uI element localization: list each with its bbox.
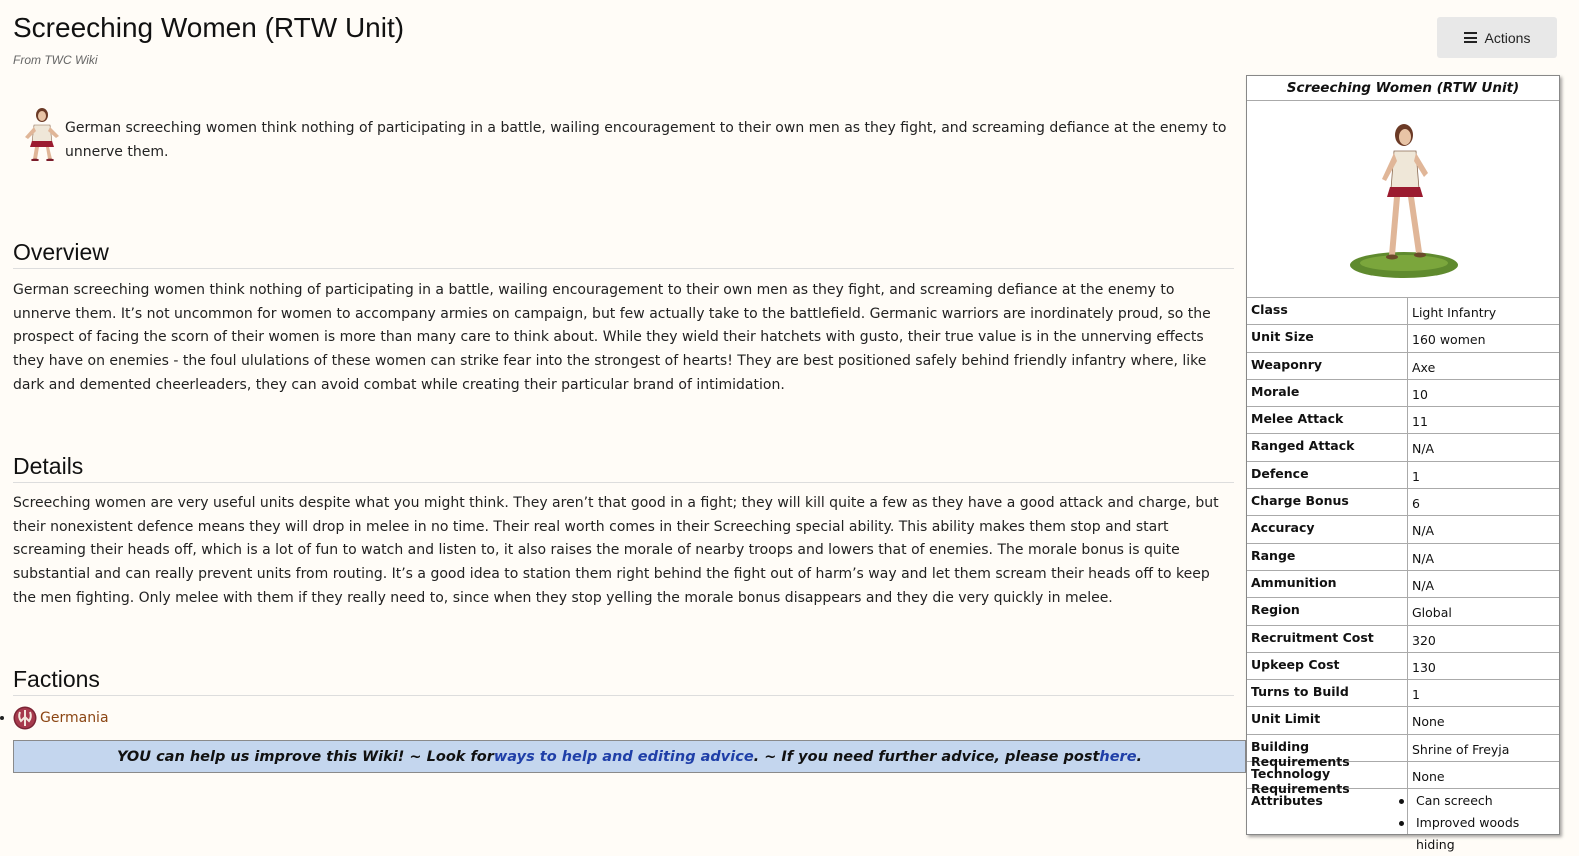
infobox-label: Attributes: [1247, 789, 1408, 834]
infobox-label: Technology Requirements: [1247, 762, 1408, 788]
infobox-label: Class: [1247, 298, 1408, 324]
infobox-row: [1247, 626, 1559, 653]
infobox-value: 130: [1412, 659, 1436, 675]
details-text: Screeching women are very useful units despite what you might think. They aren’t that good in a fight; they will kill quite a few as they have a good attack and charge, but their nonexistent defence means they will drop in melee in no time. Their real worth comes in their Screeching special ability. This ability makes them stop and start screaming their heads off, which is a lot of fun to watch and listen to, it also raises the morale of nearby troops and lowers that of enemies. The morale bonus is quite substantial and can really prevent units from routing. It’s a good idea to station them right behind the fight out of harm’s way and let them scream their heads off to keep the men fighting. Only melee with them if they really need to, since when they stop yelling the morale bonus disappears and they die very quickly in melee.: [13, 495, 1219, 606]
infobox-label: Recruitment Cost: [1247, 626, 1408, 652]
infobox-label: Building Requirements: [1247, 735, 1408, 761]
unit-figure: [1344, 115, 1464, 285]
infobox-row: [1247, 407, 1559, 434]
banner-text-2: . ~ If you need further advice, please post: [753, 748, 1100, 765]
unit-image[interactable]: [1247, 101, 1559, 298]
infobox-value: None: [1412, 714, 1445, 730]
infobox-label: Region: [1247, 598, 1408, 624]
germania-faction-icon[interactable]: [13, 706, 37, 730]
infobox-label: Melee Attack: [1247, 407, 1408, 433]
infobox-value: 6: [1412, 496, 1420, 512]
infobox-row: [1247, 735, 1559, 769]
infobox-row: [1247, 434, 1559, 461]
infobox-label: Morale: [1247, 380, 1408, 406]
infobox-label: Weaponry: [1247, 353, 1408, 379]
infobox-row: [1247, 653, 1559, 680]
infobox-label: Unit Limit: [1247, 707, 1408, 733]
list-bullet: [0, 716, 4, 720]
faction-link-germania[interactable]: Germania: [40, 710, 109, 726]
unit-infobox: [1246, 75, 1560, 853]
menu-icon: [1464, 30, 1477, 46]
actions-label: Actions: [1484, 29, 1531, 46]
faction-list: [0, 706, 109, 730]
unit-portrait-icon[interactable]: [19, 103, 65, 161]
infobox-value: N/A: [1412, 523, 1435, 539]
infobox-row: [1247, 544, 1559, 571]
infobox-row: [1247, 680, 1559, 707]
intro-text: German screeching women think nothing of participating in a battle, wailing encouragement to their own men as they fight, and screaming defiance at the enemy to unnerve them.: [65, 120, 1227, 160]
attributes-list: [1412, 790, 1555, 856]
actions-button[interactable]: [1437, 17, 1557, 58]
infobox-value: N/A: [1412, 577, 1435, 593]
banner-text-3: .: [1136, 748, 1143, 765]
infobox-label: Turns to Build: [1247, 680, 1408, 706]
infobox-value: [1408, 789, 1559, 853]
banner-text-1: YOU can help us improve this Wiki! ~ Look for: [116, 748, 494, 765]
infobox-value: Axe: [1412, 359, 1436, 375]
infobox-row: [1247, 462, 1559, 489]
infobox-row: [1247, 707, 1559, 734]
factions-heading: Factions: [13, 666, 1234, 696]
infobox-row: [1247, 762, 1559, 797]
infobox-row-attributes: [1247, 789, 1559, 853]
infobox-row: [1247, 489, 1559, 516]
infobox-value: 160 women: [1412, 332, 1486, 348]
infobox-label: Ranged Attack: [1247, 434, 1408, 460]
infobox-value: N/A: [1412, 441, 1435, 457]
infobox-value: None: [1412, 769, 1445, 785]
infobox-row: [1247, 380, 1559, 407]
page-subtitle: From TWC Wiki: [13, 53, 98, 67]
overview-heading: Overview: [13, 239, 1234, 269]
infobox-value: Light Infantry: [1412, 305, 1497, 320]
help-banner: [13, 740, 1246, 773]
infobox-value: Global: [1412, 605, 1452, 621]
infobox-value: 1: [1412, 687, 1420, 703]
infobox-label: Charge Bonus: [1247, 489, 1408, 515]
infobox-value: N/A: [1412, 550, 1435, 566]
attribute-item: Can screech: [1414, 790, 1555, 812]
details-heading: Details: [13, 453, 1234, 483]
infobox-row: [1247, 571, 1559, 598]
infobox-value: 320: [1412, 632, 1436, 648]
infobox-label: Unit Size: [1247, 325, 1408, 351]
infobox-label: Accuracy: [1247, 516, 1408, 542]
page-title: Screeching Women (RTW Unit): [13, 12, 405, 43]
infobox-row: [1247, 325, 1559, 352]
infobox-value: 1: [1412, 468, 1420, 484]
help-editing-link[interactable]: ways to help and editing advice: [493, 748, 754, 765]
infobox-row: [1247, 598, 1559, 625]
attribute-item: Improved woods hiding: [1414, 812, 1555, 856]
faction-item: [0, 706, 109, 730]
infobox-row: [1247, 298, 1559, 325]
post-here-link[interactable]: here: [1099, 748, 1137, 765]
intro-paragraph: [13, 117, 1233, 164]
infobox-row: [1247, 353, 1559, 380]
infobox-label: Ammunition: [1247, 571, 1408, 597]
overview-text: German screeching women think nothing of participating in a battle, wailing encouragement to their own men as they fight, and screaming defiance at the enemy to unnerve them. It’s not uncommon for women to accompany armies on campaign, but few actually take to the battlefield. Germanic warriors are inordinately proud, so the prospect of facing the scorn of their women is more than many care to think about. While they wield their hatchets with gusto, their true value is in the unnerving effects they have on enemies - the foul ululations of these women can strike fear into the strongest of hearts! They are best positioned safely behind friendly infantry where, like dark and demented cheerleaders, they can avoid combat while creating their particular brand of intimidation.: [13, 282, 1211, 393]
infobox-label: Upkeep Cost: [1247, 653, 1408, 679]
infobox-value: 11: [1412, 414, 1428, 430]
infobox-value: 10: [1412, 386, 1428, 402]
infobox-label: Defence: [1247, 462, 1408, 488]
infobox-row: [1247, 516, 1559, 543]
infobox-value: Shrine of Freyja: [1412, 741, 1510, 757]
infobox-label: Range: [1247, 544, 1408, 570]
infobox-title: Screeching Women (RTW Unit): [1247, 76, 1559, 101]
